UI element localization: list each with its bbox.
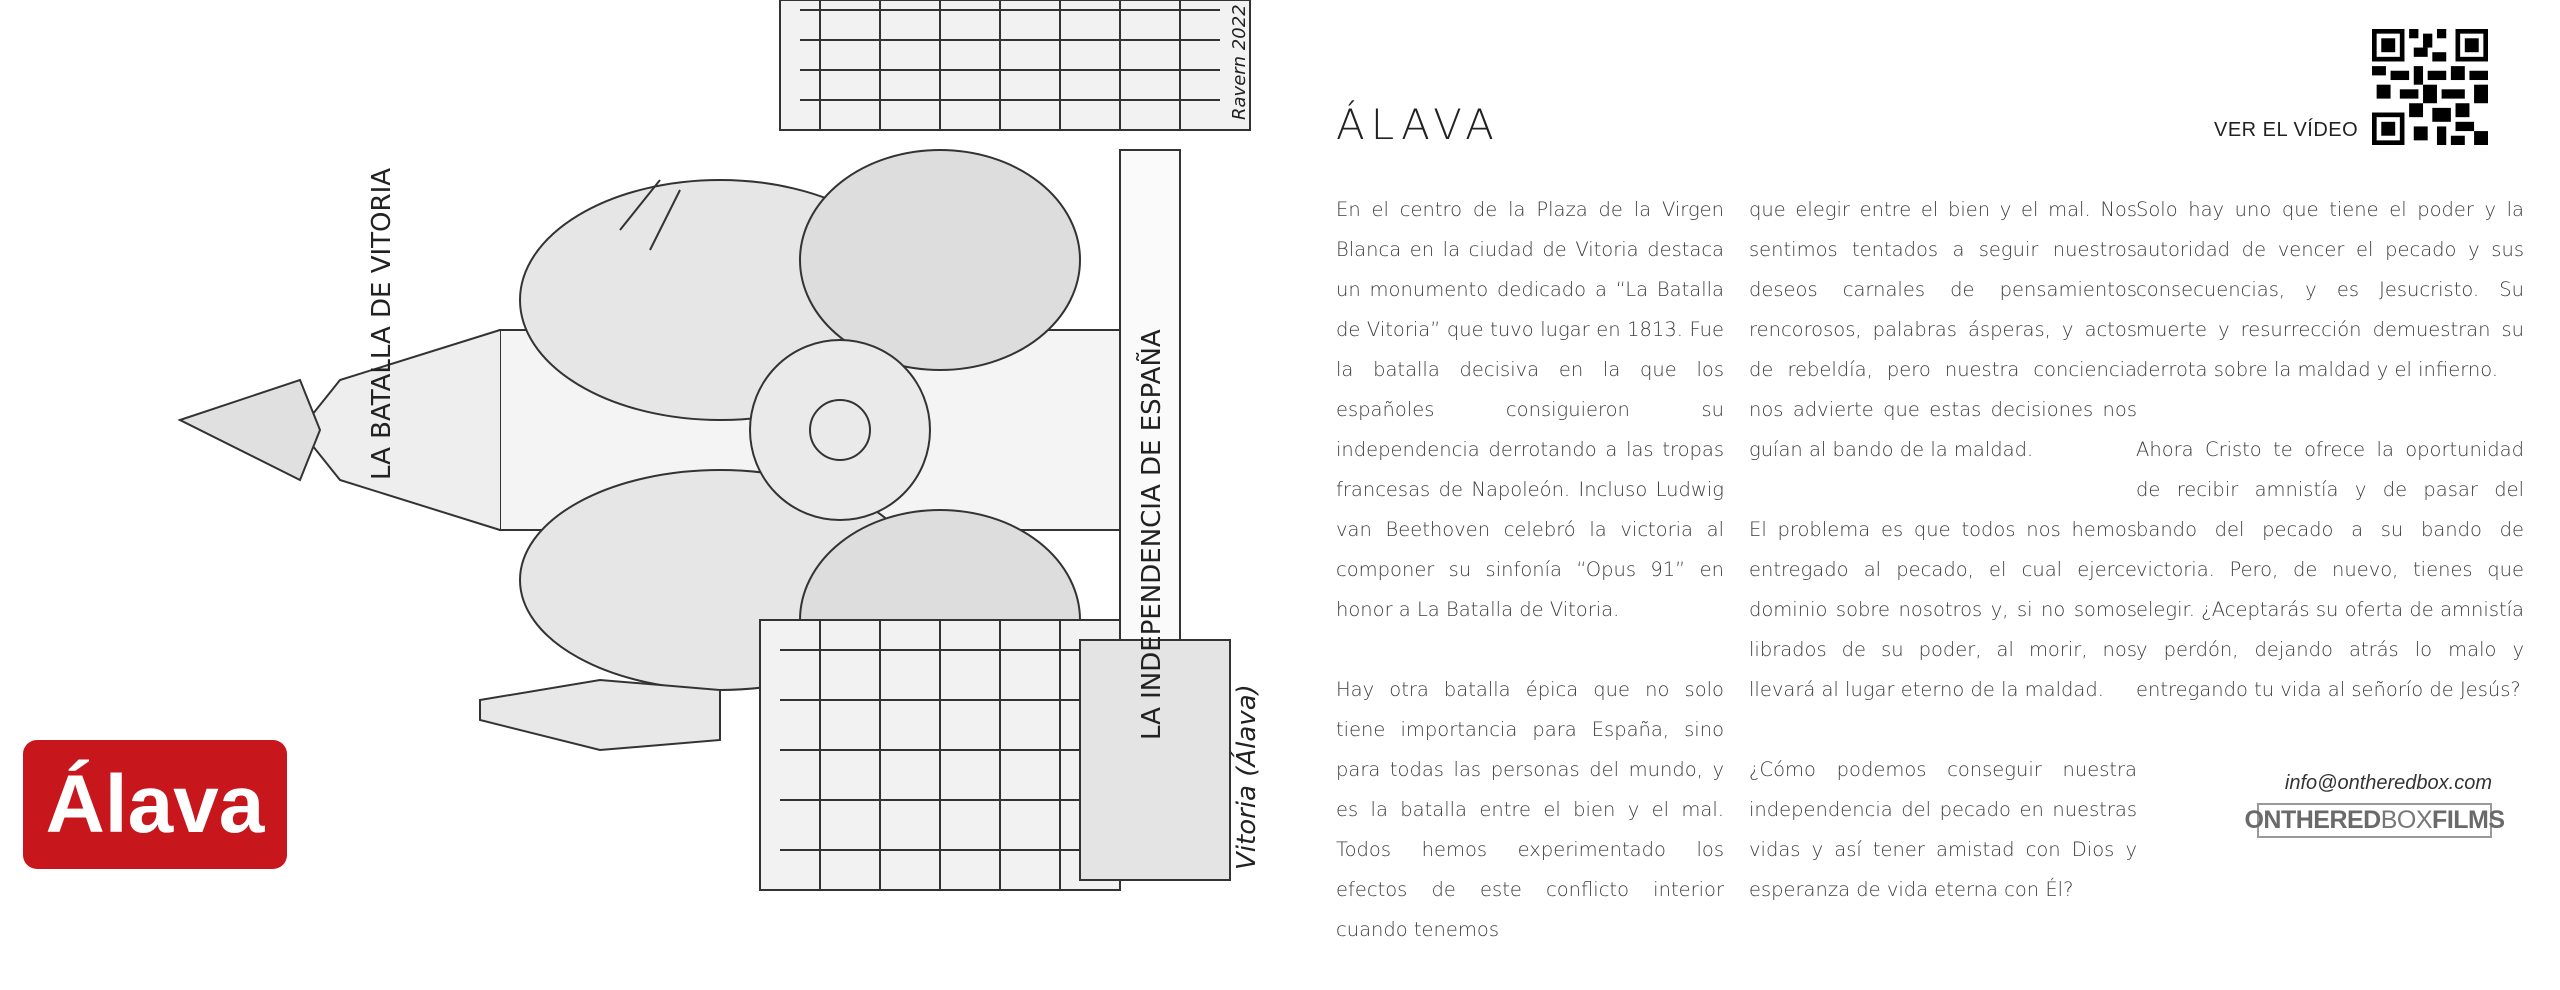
inscription-batalla: LA BATALLA DE VITORIA	[367, 167, 397, 480]
text-column-3	[2136, 190, 2524, 750]
ontheredbox-films-logo	[2244, 803, 2505, 838]
logo-part: ONTHE	[2244, 806, 2330, 834]
paragraph: Ahora Cristo te ofrece la oportunidad de recibir amnistía y de pasar del bando del pecado a su bando de victoria. Pero, de nuevo, tienes que elegir. ¿Aceptarás su oferta de amnistía y perdón, dejando atrás lo malo y entregando tu vida al señorío de Jesús?	[2136, 438, 2524, 701]
paragraph: En el centro de la Plaza de la Virgen Blanca en la ciudad de Vitoria destaca un monumento dedicado a “La Batalla de Vitoria” que tuvo lugar en 1813. Fue la batalla decisiva en la que los españoles consiguieron su independencia derrotando a las tropas francesas de Napoleón. Incluso Ludwig van Beethoven celebró la victoria al componer su sinfonía “Opus 91” en honor a La Batalla de Vitoria.	[1336, 198, 1724, 621]
paragraph: El problema es que todos nos hemos entregado al pecado, el cual ejerce dominio sobre nosotros y, si no somos librados de su poder, al morir, nos llevará al lugar eterno de la maldad.	[1749, 518, 2137, 701]
text-column-1	[1336, 190, 1724, 990]
monument-drawing	[120, 0, 1270, 898]
paragraph: Hay otra batalla épica que no solo tiene importancia para España, sino para todas las personas del mundo, y es la batalla entre el bien y el mal. Todos hemos experimentado los efectos de este conflicto interior cuando tenemos	[1336, 678, 1724, 941]
qr-code-icon[interactable]	[2372, 29, 2488, 145]
paragraph: que elegir entre el bien y el mal. Nos sentimos tentados a seguir nuestros deseos carnales de pensamientos rencorosos, palabras ásperas, y actos de rebeldía, pero nuestra conciencia nos advierte que estas decisiones nos guían al bando de la maldad.	[1749, 198, 2137, 461]
text-column-2	[1749, 190, 2137, 950]
paragraph: ¿Cómo podemos conseguir nuestra independencia del pecado en nuestras vidas y así tener amistad con Dios y esperanza de vida eterna con Él?	[1749, 758, 2137, 901]
logo-part: FILMS	[2432, 806, 2505, 834]
inscription-independencia: LA INDEPENDENCIA DE ESPAÑA	[1137, 329, 1167, 740]
watch-video-link[interactable]: VER EL VÍDEO	[2214, 119, 2359, 141]
artist-signature: Ravern 2022	[1229, 4, 1250, 120]
contact-email-link[interactable]: info@ontheredbox.com	[2284, 772, 2492, 794]
logo-part: BOX	[2380, 806, 2433, 834]
region-badge: Álava	[23, 740, 287, 869]
paragraph: Solo hay uno que tiene el poder y la autoridad de vencer el pecado y sus consecuencias, y es Jesucristo. Su muerte y resurrección demuestran su derrota sobre la maldad y el infierno.	[2136, 198, 2524, 381]
page-title: ÁLAVA	[1336, 100, 1500, 149]
drawing-caption: Vitoria (Álava)	[1232, 684, 1262, 870]
logo-part: RED	[2329, 806, 2381, 834]
